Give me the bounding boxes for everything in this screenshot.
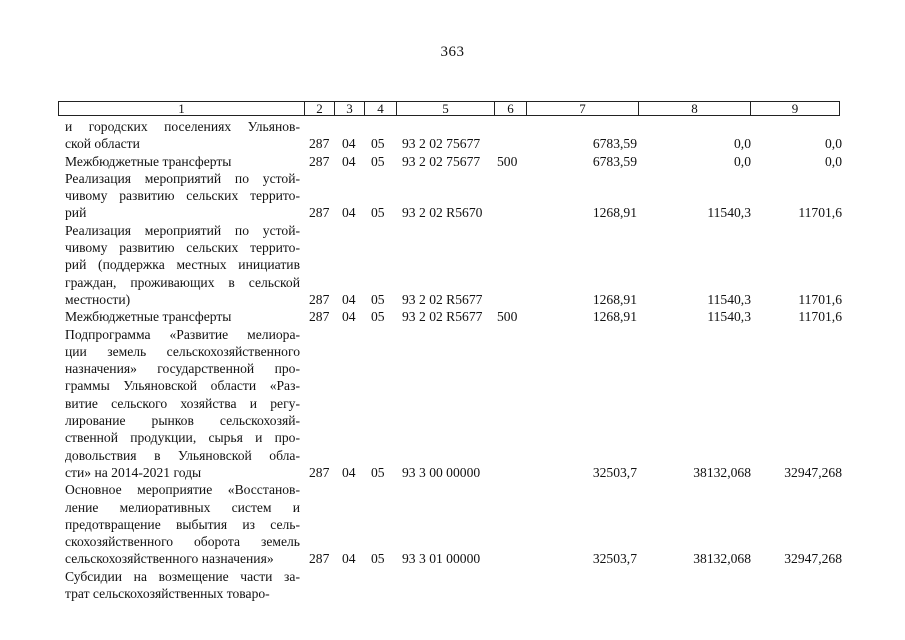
description-line: предотвращение выбытия из сель-: [65, 516, 300, 532]
description-line: рий: [65, 205, 87, 221]
row-description: [65, 222, 300, 308]
cell-c8: 11540,3: [707, 291, 751, 307]
cell-c9: 0,0: [825, 136, 842, 152]
row-description: [65, 170, 300, 222]
cell-c3: 04: [342, 551, 356, 567]
description-line: скохозяйственного оборота земель: [65, 534, 300, 550]
cell-c3: 04: [342, 205, 356, 221]
cell-c2: 287: [309, 464, 330, 480]
header-col-5: 5: [397, 102, 495, 115]
table-row: [0, 118, 905, 153]
row-description: [65, 308, 300, 325]
cell-c5: 93 2 02 R5670: [402, 205, 483, 221]
cell-c2: 287: [309, 205, 330, 221]
description-line: Реализация мероприятий по устой-: [65, 170, 300, 186]
table-row: [0, 222, 905, 309]
cell-c9: 32947,268: [784, 551, 842, 567]
cell-c8: 38132,068: [693, 464, 751, 480]
description-line: Подпрограмма «Развитие мелиора-: [65, 326, 300, 342]
description-line: Реализация мероприятий по устой-: [65, 222, 300, 238]
description-line: ление мелиоративных систем и: [65, 499, 300, 515]
table-row: [0, 568, 905, 603]
row-description: [65, 153, 300, 170]
description-line: ственной продукции, сырья и про-: [65, 430, 300, 446]
table-row: [0, 308, 905, 325]
cell-c3: 04: [342, 153, 356, 169]
table-row: [0, 170, 905, 222]
description-line: назначения» государственной про-: [65, 361, 300, 377]
cell-c8: 0,0: [734, 153, 751, 169]
cell-c4: 05: [371, 309, 385, 325]
cell-c7: 6783,59: [592, 136, 637, 152]
header-col-8: 8: [639, 102, 751, 115]
description-line: чивому развитию сельских террито-: [65, 240, 300, 256]
header-col-9: 9: [791, 101, 799, 116]
cell-c5: 93 2 02 R5677: [402, 309, 483, 325]
description-line: сельскохозяйственного назначения»: [65, 551, 274, 567]
cell-c2: 287: [309, 551, 330, 567]
table-header: [58, 101, 840, 116]
description-line: трат сельскохозяйственных товаро-: [65, 586, 270, 602]
cell-c4: 05: [371, 136, 385, 152]
cell-c9: 32947,268: [784, 464, 842, 480]
cell-c4: 05: [371, 464, 385, 480]
cell-c8: 38132,068: [693, 551, 751, 567]
cell-c7: 32503,7: [592, 464, 637, 480]
row-description: [65, 118, 300, 153]
table-row: [0, 153, 905, 170]
header-col-1: 1: [59, 102, 305, 115]
cell-c3: 04: [342, 309, 356, 325]
description-line: и городских поселениях Ульянов-: [65, 119, 300, 134]
page-number: 363: [440, 44, 465, 60]
description-line: Основное мероприятие «Восстанов-: [65, 482, 300, 498]
description-line: довольствия в Ульяновской обла-: [65, 447, 300, 463]
table-body: [0, 118, 905, 602]
cell-c4: 05: [371, 291, 385, 307]
table-row: [0, 326, 905, 482]
cell-c3: 04: [342, 464, 356, 480]
header-col-2: 2: [305, 102, 335, 115]
description-line: ции земель сельскохозяйственного: [65, 343, 300, 359]
cell-c4: 05: [371, 153, 385, 169]
row-description: [65, 481, 300, 567]
cell-c5: 93 2 02 75677: [402, 136, 481, 152]
cell-c7: 6783,59: [592, 153, 637, 169]
cell-c8: 0,0: [734, 136, 751, 152]
cell-c2: 287: [309, 136, 330, 152]
row-description: [65, 326, 300, 482]
cell-c2: 287: [309, 291, 330, 307]
row-description: [65, 568, 300, 603]
cell-c2: 287: [309, 153, 330, 169]
cell-c7: 1268,91: [592, 309, 637, 325]
description-line: рий (поддержка местных инициатив: [65, 257, 300, 273]
cell-c2: 287: [309, 309, 330, 325]
description-line: сти» на 2014-2021 годы: [65, 464, 202, 480]
description-line: граждан, проживающих в сельской: [65, 274, 300, 290]
header-col-7: 7: [527, 102, 639, 115]
cell-c4: 05: [371, 551, 385, 567]
cell-c3: 04: [342, 291, 356, 307]
cell-c5: 93 3 00 00000: [402, 464, 481, 480]
cell-c7: 32503,7: [592, 551, 637, 567]
cell-c5: 93 3 01 00000: [402, 551, 481, 567]
cell-c7: 1268,91: [592, 291, 637, 307]
header-col-3: 3: [335, 102, 365, 115]
description-line: лирование рынков сельскохозяй-: [65, 413, 300, 429]
cell-c4: 05: [371, 205, 385, 221]
description-line: местности): [65, 291, 131, 307]
table-row: [0, 481, 905, 568]
cell-c5: 93 2 02 75677: [402, 153, 481, 169]
cell-c6: 500: [497, 153, 518, 169]
description-line: Межбюджетные трансферты: [65, 309, 232, 325]
description-line: витие сельского хозяйства и регу-: [65, 395, 300, 411]
header-col-6: 6: [495, 102, 527, 115]
cell-c7: 1268,91: [592, 205, 637, 221]
description-line: граммы Ульяновской области «Раз-: [65, 378, 300, 394]
cell-c9: 11701,6: [798, 205, 842, 221]
cell-c8: 11540,3: [707, 205, 751, 221]
description-line: чивому развитию сельских террито-: [65, 188, 300, 204]
description-line: Межбюджетные трансферты: [65, 153, 232, 169]
cell-c9: 0,0: [825, 153, 842, 169]
cell-c8: 11540,3: [707, 309, 751, 325]
cell-c9: 11701,6: [798, 291, 842, 307]
cell-c9: 11701,6: [798, 309, 842, 325]
description-line: ской области: [65, 136, 140, 152]
cell-c3: 04: [342, 136, 356, 152]
cell-c6: 500: [497, 309, 518, 325]
cell-c5: 93 2 02 R5677: [402, 291, 483, 307]
description-line: Субсидии на возмещение части за-: [65, 568, 300, 584]
header-col-4: 4: [365, 102, 397, 115]
